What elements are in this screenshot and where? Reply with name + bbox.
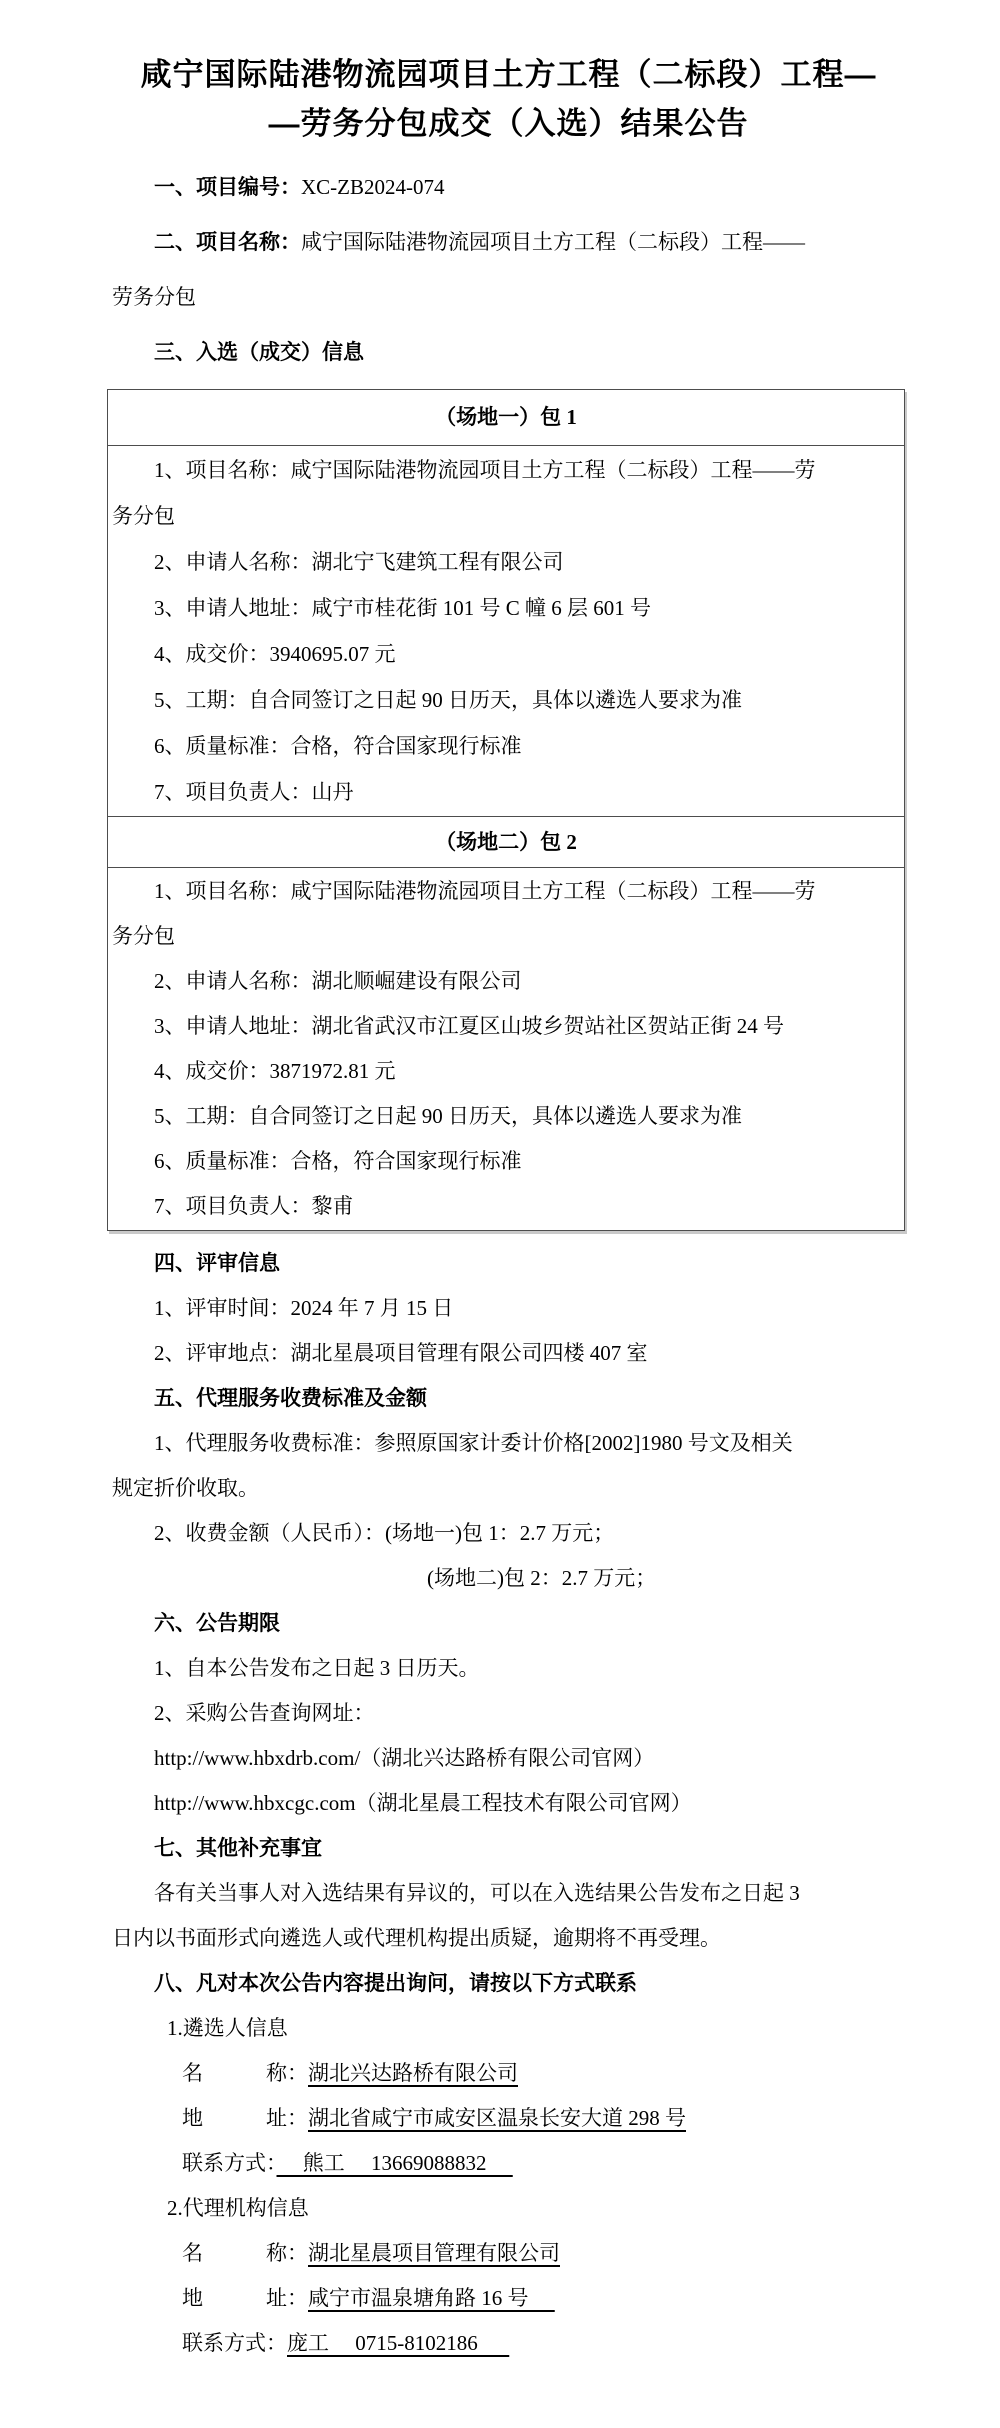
package1-header: （场地一）包 1 bbox=[108, 390, 904, 446]
table-line: 4、成交价：3940695.07 元 bbox=[154, 642, 396, 666]
selector-address-label: 地 址： bbox=[182, 2106, 308, 2130]
table-line: 务分包 bbox=[112, 504, 175, 528]
page-title bbox=[112, 50, 905, 148]
project-number-value: XC-ZB2024-074 bbox=[301, 175, 445, 199]
selector-address-value: 湖北省咸宁市咸安区温泉长安大道 298 号 bbox=[308, 2106, 686, 2130]
project-number-label: 一、项目编号： bbox=[154, 175, 301, 199]
table-line: 4、成交价：3871972.81 元 bbox=[154, 1059, 396, 1083]
agent-contact-value: 庞工 0715-8102186 bbox=[287, 2331, 510, 2355]
agent-name-value: 湖北星晨项目管理有限公司 bbox=[308, 2241, 560, 2265]
selector-contact-line bbox=[112, 2141, 905, 2186]
agent-name-label: 名 称： bbox=[182, 2241, 308, 2265]
project-name-label: 二、项目名称： bbox=[154, 230, 301, 254]
table-line: 1、项目名称：咸宁国际陆港物流园项目土方工程（二标段）工程——劳 bbox=[154, 879, 816, 903]
agency-fee-standard-line1: 1、代理服务收费标准：参照原国家计委计价格[2002]1980 号文及相关 bbox=[154, 1431, 793, 1455]
announcement-url1: http://www.hbxdrb.com/（湖北兴达路桥有限公司官网） bbox=[154, 1746, 655, 1770]
review-time-line: 1、评审时间：2024 年 7 月 15 日 bbox=[154, 1296, 454, 1320]
agent-address-label: 地 址： bbox=[182, 2286, 308, 2310]
package2-cell bbox=[108, 868, 904, 1230]
agency-fee-amount-line1: 2、收费金额（人民币）：(场地一)包 1：2.7 万元； bbox=[154, 1521, 615, 1545]
table-line: 5、工期：自合同签订之日起 90 日历天，具体以遴选人要求为准 bbox=[154, 688, 742, 712]
agent-info-subheading: 2.代理机构信息 bbox=[167, 2196, 309, 2220]
announcement-url2: http://www.hbxcgc.com（湖北星晨工程技术有限公司官网） bbox=[154, 1791, 692, 1815]
project-name-wrap-line bbox=[112, 270, 905, 325]
selector-name-value: 湖北兴达路桥有限公司 bbox=[308, 2061, 518, 2085]
table-line: 3、申请人地址：咸宁市桂花街 101 号 C 幢 6 层 601 号 bbox=[154, 596, 652, 620]
table-line: 7、项目负责人：黎甫 bbox=[154, 1194, 354, 1218]
page-title-line1: 咸宁国际陆港物流园项目土方工程（二标段）工程— bbox=[140, 57, 877, 92]
agent-address-line bbox=[112, 2276, 905, 2321]
project-name-line bbox=[112, 215, 905, 270]
agency-fee-heading: 五、代理服务收费标准及金额 bbox=[154, 1386, 427, 1410]
review-heading: 四、评审信息 bbox=[154, 1251, 280, 1275]
table-line: 2、申请人名称：湖北顺崛建设有限公司 bbox=[154, 969, 522, 993]
project-number-line bbox=[112, 160, 905, 215]
announcement-duration-line: 1、自本公告发布之日起 3 日历天。 bbox=[154, 1656, 480, 1680]
package2-header: （场地二）包 2 bbox=[108, 816, 904, 868]
table-line: 5、工期：自合同签订之日起 90 日历天，具体以遴选人要求为准 bbox=[154, 1104, 742, 1128]
selector-address-line bbox=[112, 2096, 905, 2141]
selection-info-heading: 三、入选（成交）信息 bbox=[154, 340, 364, 364]
supplement-heading: 七、其他补充事宜 bbox=[154, 1836, 322, 1860]
agency-fee-standard-line2: 规定折价收取。 bbox=[112, 1476, 259, 1500]
project-name-value-part2: 劳务分包 bbox=[112, 285, 196, 309]
table-line: 1、项目名称：咸宁国际陆港物流园项目土方工程（二标段）工程——劳 bbox=[154, 458, 816, 482]
package1-cell bbox=[108, 446, 904, 816]
table-line: 务分包 bbox=[112, 924, 175, 948]
selector-name-label: 名 称： bbox=[182, 2061, 308, 2085]
announcement-period-heading: 六、公告期限 bbox=[154, 1611, 280, 1635]
announcement-query-label: 2、采购公告查询网址： bbox=[154, 1701, 375, 1725]
agent-name-line bbox=[112, 2231, 905, 2276]
table-line: 3、申请人地址：湖北省武汉市江夏区山坡乡贺站社区贺站正街 24 号 bbox=[154, 1014, 784, 1038]
supplement-line1: 各有关当事人对入选结果有异议的，可以在入选结果公告发布之日起 3 bbox=[154, 1881, 800, 1905]
agent-contact-label: 联系方式： bbox=[182, 2331, 287, 2355]
table-line: 6、质量标准：合格，符合国家现行标准 bbox=[154, 734, 522, 758]
agent-address-value: 咸宁市温泉塘角路 16 号 bbox=[308, 2286, 555, 2310]
selector-contact-label: 联系方式： bbox=[182, 2151, 277, 2175]
table-line: 2、申请人名称：湖北宁飞建筑工程有限公司 bbox=[154, 550, 564, 574]
selector-contact-value: 熊工 13669088832 bbox=[276, 2151, 513, 2175]
result-table bbox=[107, 389, 905, 1231]
selector-name-line bbox=[112, 2051, 905, 2096]
contact-heading: 八、凡对本次公告内容提出询问，请按以下方式联系 bbox=[154, 1971, 637, 1995]
agency-fee-amount-line2: (场地二)包 2：2.7 万元； bbox=[427, 1566, 657, 1590]
agent-contact-line bbox=[112, 2321, 905, 2366]
project-name-value-part1: 咸宁国际陆港物流园项目土方工程（二标段）工程—— bbox=[301, 230, 805, 254]
selector-info-subheading: 1.遴选人信息 bbox=[167, 2016, 288, 2040]
table-line: 7、项目负责人：山丹 bbox=[154, 780, 354, 804]
review-place-line: 2、评审地点：湖北星晨项目管理有限公司四楼 407 室 bbox=[154, 1341, 648, 1365]
table-line: 6、质量标准：合格，符合国家现行标准 bbox=[154, 1149, 522, 1173]
supplement-line2: 日内以书面形式向遴选人或代理机构提出质疑，逾期将不再受理。 bbox=[112, 1926, 721, 1950]
page-title-line2: —劳务分包成交（入选）结果公告 bbox=[268, 106, 749, 141]
